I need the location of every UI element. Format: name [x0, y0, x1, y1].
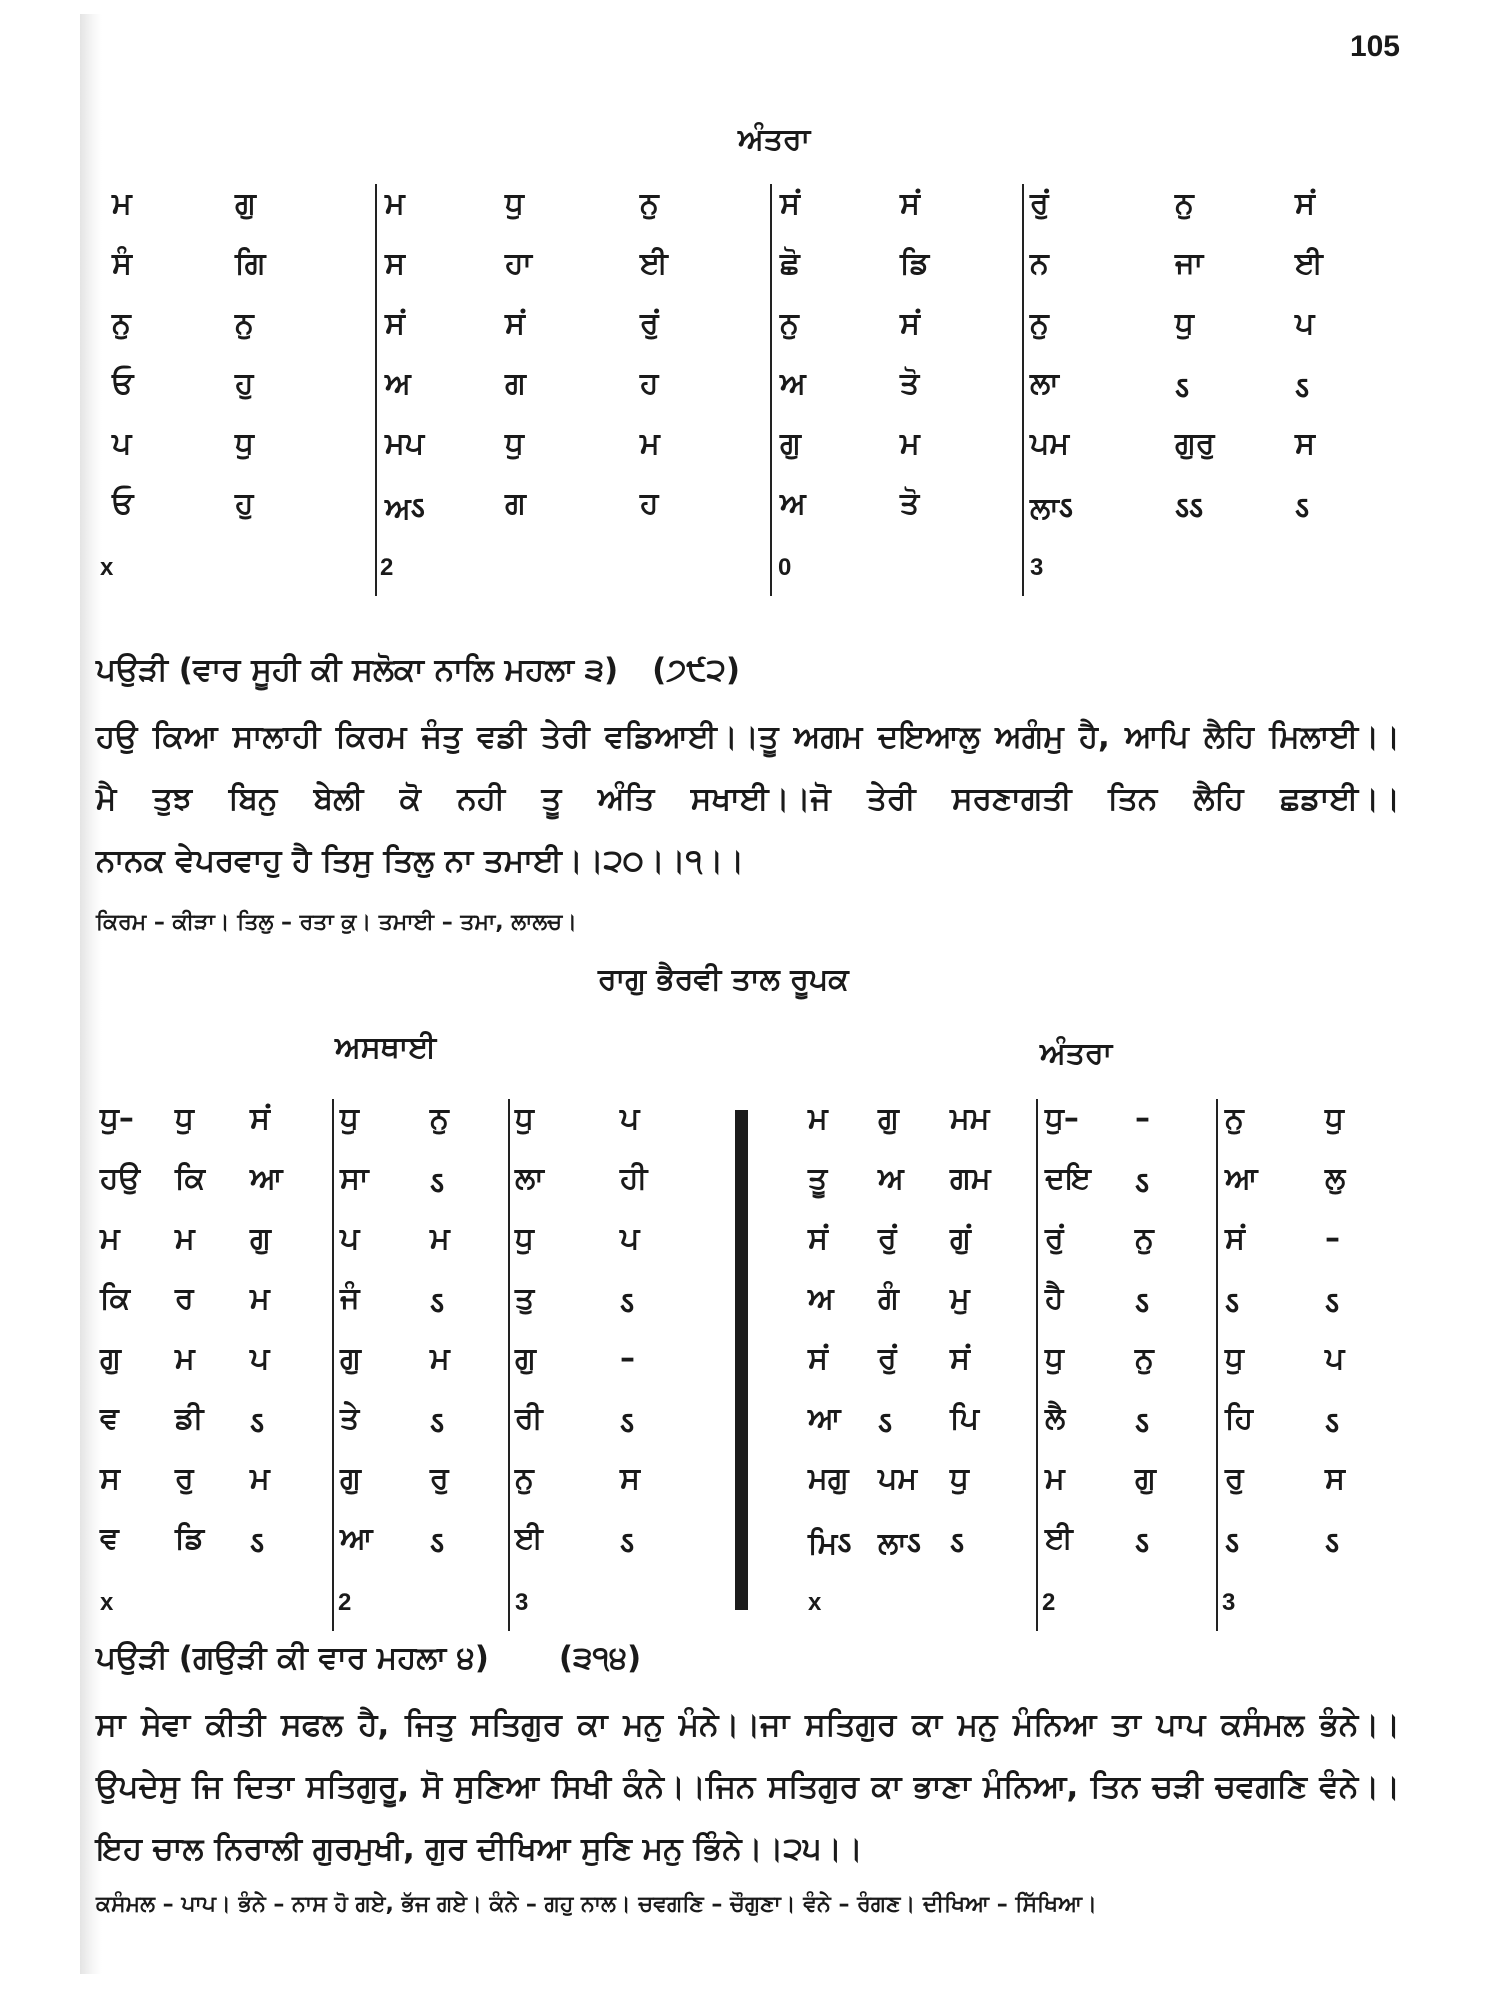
notation-cell: ਨੁ — [1030, 306, 1049, 341]
beat-marker: x — [100, 554, 114, 581]
notation-cell: ਸਂ — [900, 186, 920, 221]
notation-cell: ਸਂ — [385, 306, 405, 341]
notation-cell: ऽ — [1135, 1526, 1150, 1561]
notation-cell: ਨੁ — [515, 1461, 534, 1496]
pauri-2-title: ਪਉੜੀ (ਗਉੜੀ ਕੀ ਵਾਰ ਮਹਲਾ ੪) — [96, 1640, 489, 1676]
notation-cell: ਧੁ — [175, 1101, 194, 1136]
notation-cell: ऽ — [1325, 1526, 1340, 1561]
notation-cell: ਹੀ — [620, 1161, 648, 1196]
notation-cell: ਜਾ — [1175, 246, 1204, 281]
notation-cell: ਮ — [175, 1341, 195, 1376]
notation-cell: ਸਂ — [505, 306, 525, 341]
notation-cell: ऽ — [950, 1526, 965, 1561]
notation-cell: ਮ — [640, 426, 660, 461]
beat-marker: 2 — [338, 1589, 352, 1616]
notation-cell: ਨੁ — [1225, 1101, 1244, 1136]
pauri-2-text — [96, 1694, 1400, 1880]
notation-cell: ਗੁ — [235, 186, 256, 221]
notation-cell: ਮੁ — [950, 1281, 970, 1316]
notation-cell: ਆ — [250, 1161, 283, 1196]
notation-cell: ਲਾऽ — [1030, 491, 1073, 526]
pauri-1-line: ਨਾਨਕ ਵੇਪਰਵਾਹੁ ਹੈ ਤਿਸੁ ਤਿਲੁ ਨਾ ਤਮਾਈ।।੨੦।।੧।। — [96, 843, 745, 879]
notation-cell: ਧੁ — [505, 186, 524, 221]
notation-cell: ਮ — [430, 1221, 450, 1256]
notation-cell: ਨ — [1030, 246, 1049, 281]
notation-cell: – — [1135, 1101, 1150, 1136]
notation-cell: ਗੁ — [1135, 1461, 1156, 1496]
notation-cell: ऽ — [620, 1406, 635, 1441]
notation-row — [0, 1155, 1500, 1215]
notation-cell: ਅ — [780, 366, 806, 401]
notation-cell: ਗਿ — [235, 246, 266, 281]
pauri-2-title-line — [96, 1640, 641, 1677]
notation-cell: ਮ — [175, 1221, 195, 1256]
notation-cell: ऽ — [1175, 371, 1190, 406]
notation-cell: ਰ — [175, 1281, 194, 1316]
notation-cell: ਪ — [250, 1341, 270, 1376]
notation-cell: ਧੁ– — [1045, 1101, 1079, 1136]
notation-cell: ਪਮ — [878, 1461, 918, 1496]
notation-cell: ऽ — [1135, 1406, 1150, 1441]
notation-cell: ਤੋ — [900, 486, 920, 521]
notation-row — [0, 180, 1500, 240]
notation-cell: ਮ — [1045, 1461, 1065, 1496]
beat-marker: x — [808, 1589, 822, 1616]
notation-cell: ऽऽ — [1175, 491, 1204, 526]
notation-cell: ਪ — [340, 1221, 360, 1256]
notation-cell: ਪ — [620, 1101, 640, 1136]
notation-cell: ਵ — [100, 1521, 119, 1556]
notation-cell: ਈ — [640, 246, 668, 281]
notation-cell: ਲਾ — [1030, 366, 1059, 401]
notation-cell: ऽ — [1225, 1526, 1240, 1561]
notation-cell: ਮ — [430, 1341, 450, 1376]
notation-cell: ਸਂ — [780, 186, 800, 221]
notation-cell: ਨੁ — [1135, 1221, 1154, 1256]
notation-cell: ਸਂ — [950, 1341, 970, 1376]
beat-marker: x — [100, 1589, 114, 1616]
notation-cell: ਰੁਂ — [1045, 1221, 1064, 1256]
notation-cell: ਮ — [900, 426, 920, 461]
notation-cell: ऽ — [430, 1166, 445, 1201]
notation-cell: ਹੁ — [235, 366, 254, 401]
notation-cell: ऽ — [620, 1286, 635, 1321]
notation-cell: ਡਿ — [900, 246, 930, 281]
notation-cell: ਗੁਂ — [950, 1221, 971, 1256]
notation-cell: ਜੰ — [340, 1281, 360, 1316]
notation-cell: ਲਾऽ — [878, 1526, 921, 1561]
notation-cell: ਧੁ — [505, 426, 524, 461]
notation-cell: ਵ — [100, 1401, 119, 1436]
notation-cell: ਸ — [385, 246, 405, 281]
beat-marker-row — [0, 1575, 1500, 1635]
notation-cell: ਆ — [1225, 1161, 1258, 1196]
notation-cell: ਡੀ — [175, 1401, 204, 1436]
notation-cell: ਗ — [505, 486, 526, 521]
notation-cell: ਹੈ — [1045, 1281, 1064, 1316]
notation-cell: ਰੁ — [430, 1461, 449, 1496]
notation-cell: ਸਂ — [808, 1221, 828, 1256]
pauri-1-line: ਮੈ ਤੁਝ ਬਿਨੁ ਬੇਲੀ ਕੋ ਨਹੀ ਤੂ ਅੰਤਿ ਸਖਾਈ।।ਜੋ ਤੇਰੀ ਸਰਣਾਗਤੀ ਤਿਨ ਲੈਹਿ ਛਡਾਈ।। — [96, 781, 1400, 817]
notation-cell: ਤੁ — [515, 1281, 535, 1316]
notation-cell: ਗ — [505, 366, 526, 401]
notation-cell: ऽ — [1135, 1166, 1150, 1201]
notation-cell: ਧੁ — [515, 1221, 534, 1256]
notation-cell: ਨੁ — [780, 306, 799, 341]
raga-title: ਰਾਗੁ ਭੈਰਵੀ ਤਾਲ ਰੂਪਕ — [598, 962, 849, 997]
notation-cell: ਕਿ — [175, 1161, 206, 1196]
notation-cell: ਓ — [112, 366, 134, 401]
notation-cell: ਹਿ — [1225, 1401, 1254, 1436]
vibhag-divider-line — [375, 184, 377, 596]
notation-cell: ऽ — [1295, 491, 1310, 526]
notation-cell: ਧੁ — [950, 1461, 969, 1496]
notation-cell: ਡਿ — [175, 1521, 205, 1556]
pauri-2-ref: (੩੧੪) — [558, 1640, 642, 1676]
notation-cell: ਪਮ — [1030, 426, 1070, 461]
notation-row — [0, 1095, 1500, 1155]
notation-cell: ਪ — [1295, 306, 1315, 341]
notation-cell: ਮਿऽ — [808, 1526, 852, 1561]
notation-row — [0, 420, 1500, 480]
antra-heading-top: ਅੰਤਰਾ — [738, 122, 811, 157]
pauri-1-text — [96, 706, 1400, 892]
notation-cell: ਰੁ — [175, 1461, 194, 1496]
notation-cell: ਦਇ — [1045, 1161, 1091, 1196]
notation-cell: ਧੁ — [1325, 1101, 1344, 1136]
notation-cell: ਧੁ — [515, 1101, 534, 1136]
notation-cell: ਧੁ — [340, 1101, 359, 1136]
notation-cell: – — [1325, 1221, 1340, 1256]
notation-cell: ਲੁ — [1325, 1161, 1346, 1196]
notation-cell: ਗੁ — [100, 1341, 121, 1376]
notation-cell: ਮ — [250, 1461, 270, 1496]
notation-cell: ਗੁ — [340, 1341, 361, 1376]
notation-cell: ਅ — [878, 1161, 904, 1196]
notation-cell: ਅ — [808, 1281, 834, 1316]
notation-cell: ਗੁ — [780, 426, 801, 461]
notation-cell: ऽ — [1295, 371, 1310, 406]
notation-cell: ऽ — [250, 1526, 265, 1561]
notation-cell: ਲਾ — [515, 1161, 544, 1196]
notation-cell: ਮਪ — [385, 426, 425, 461]
notation-cell: ਨੁ — [430, 1101, 449, 1136]
pauri-1-line: ਹਉ ਕਿਆ ਸਾਲਾਹੀ ਕਿਰਮ ਜੰਤੁ ਵਡੀ ਤੇਰੀ ਵਡਿਆਈ।।ਤੂ ਅਗਮ ਦਇਆਲੁ ਅਗੰਮੁ ਹੈ, ਆਪਿ ਲੈਹਿ ਮਿਲਾਈ।। — [96, 719, 1400, 755]
notation-cell: ਰੁਂ — [640, 306, 659, 341]
notation-cell: ਆ — [808, 1401, 841, 1436]
notation-cell: ਹਾ — [505, 246, 532, 281]
notation-cell: ਮ — [250, 1281, 270, 1316]
notation-cell: ਹ — [640, 366, 659, 401]
notation-row — [0, 300, 1500, 360]
beat-marker: 3 — [1222, 1589, 1236, 1616]
notation-cell: ਗੁ — [340, 1461, 361, 1496]
notation-cell: ਰੁ — [1225, 1461, 1244, 1496]
notation-cell: ਸ — [100, 1461, 120, 1496]
notation-cell: ਅ — [780, 486, 806, 521]
notation-cell: ਈ — [1295, 246, 1323, 281]
notation-cell: ਸ — [1325, 1461, 1345, 1496]
notation-cell: ਗੁ — [250, 1221, 271, 1256]
notation-cell: ਸਂ — [1295, 186, 1315, 221]
notation-cell: ऽ — [430, 1286, 445, 1321]
notation-cell: ਨੁ — [1135, 1341, 1154, 1376]
notation-cell: ऽ — [1325, 1286, 1340, 1321]
beat-marker-row — [0, 540, 1500, 600]
notation-cell: ऽ — [1325, 1406, 1340, 1441]
notation-cell: ਰੁਂ — [878, 1341, 897, 1376]
notation-cell: ਤੂ — [808, 1161, 828, 1196]
notation-cell: ਮ — [112, 186, 132, 221]
notation-cell: ਧੁ — [1045, 1341, 1064, 1376]
notation-cell: ਗਮ — [950, 1161, 991, 1196]
notation-cell: ਈ — [1045, 1521, 1073, 1556]
notation-cell: ਸੰ — [112, 246, 132, 281]
notation-row — [0, 1455, 1500, 1515]
vibhag-divider-line — [1022, 184, 1024, 596]
notation-cell: ਧੁ — [235, 426, 254, 461]
notation-row — [0, 1395, 1500, 1455]
pauri-1-title-line — [96, 652, 740, 689]
notation-cell: ਨੁ — [640, 186, 659, 221]
notation-row — [0, 1335, 1500, 1395]
beat-marker: 3 — [1030, 554, 1044, 581]
page-number: 105 — [1349, 30, 1400, 63]
notation-cell: ऽ — [430, 1406, 445, 1441]
notation-cell: ਰੁਂ — [878, 1221, 897, 1256]
notation-cell: ਪ — [112, 426, 132, 461]
notation-cell: ਅऽ — [385, 491, 425, 526]
notation-cell: ਗੰ — [878, 1281, 899, 1316]
notation-cell: ਰੀ — [515, 1401, 543, 1436]
notation-row — [0, 1215, 1500, 1275]
notation-cell: ऽ — [430, 1526, 445, 1561]
notation-cell: ਮ — [100, 1221, 120, 1256]
notation-cell: ਈ — [515, 1521, 543, 1556]
notation-cell: ਨੁ — [1175, 186, 1194, 221]
asthai-heading: ਅਸਥਾਈ — [335, 1030, 437, 1065]
notation-row — [0, 1275, 1500, 1335]
notation-cell: ਸਾ — [340, 1161, 369, 1196]
notation-cell: ਸਂ — [900, 306, 920, 341]
notation-cell: ਮ — [385, 186, 405, 221]
notation-cell: ਧੁ — [1175, 306, 1194, 341]
pauri-2-line: ਉਪਦੇਸੁ ਜਿ ਦਿਤਾ ਸਤਿਗੁਰੂ, ਸੋ ਸੁਣਿਆ ਸਿਖੀ ਕੰਨੇ।।ਜਿਨ ਸਤਿਗੁਰ ਕਾ ਭਾਣਾ ਮੰਨਿਆ, ਤਿਨ ਚੜੀ ਚਵਗਣਿ ਵੰਨੇ।। — [96, 1769, 1400, 1805]
beat-marker: 3 — [515, 1589, 529, 1616]
notation-cell: ਮਗੁ — [808, 1461, 849, 1496]
notation-cell: ਛੋ — [780, 246, 800, 281]
notation-row — [0, 1515, 1500, 1575]
notation-cell: ਸਂ — [808, 1341, 828, 1376]
notation-cell: ਗੁ — [515, 1341, 536, 1376]
pauri-2-line: ਇਹ ਚਾਲ ਨਿਰਾਲੀ ਗੁਰਮੁਖੀ, ਗੁਰ ਦੀਖਿਆ ਸੁਣਿ ਮਨੁ ਭਿੰਨੇ।।੨੫।। — [96, 1831, 863, 1867]
notation-cell: ਹੁ — [235, 486, 254, 521]
notation-cell: ਲੈ — [1045, 1401, 1066, 1436]
pauri-2-line: ਸਾ ਸੇਵਾ ਕੀਤੀ ਸਫਲ ਹੈ, ਜਿਤੁ ਸਤਿਗੁਰ ਕਾ ਮਨੁ ਮੰਨੇ।।ਜਾ ਸਤਿਗੁਰ ਕਾ ਮਨੁ ਮੰਨਿਆ ਤਾ ਪਾਪ ਕਸੰਮਲ ਭੰਨੇ।। — [96, 1707, 1400, 1743]
pauri-1-ref: (੭੯੨) — [652, 652, 741, 688]
notation-cell: ਸ — [1295, 426, 1315, 461]
notation-row — [0, 360, 1500, 420]
notation-cell: ऽ — [1225, 1286, 1240, 1321]
notation-cell: ਓ — [112, 486, 134, 521]
notation-row — [0, 240, 1500, 300]
notation-cell: ਆ — [340, 1521, 373, 1556]
notation-cell: ਸ — [620, 1461, 640, 1496]
notation-cell: ਹ — [640, 486, 659, 521]
notation-cell: ਮਮ — [950, 1101, 990, 1136]
notation-cell: ऽ — [620, 1526, 635, 1561]
notation-cell: ਅ — [385, 366, 411, 401]
notation-cell: ਕਿ — [100, 1281, 131, 1316]
notation-cell: ਨੁ — [235, 306, 254, 341]
beat-marker: 0 — [778, 554, 792, 581]
notation-cell: ਧੁ– — [100, 1101, 134, 1136]
notation-cell: ਪ — [620, 1221, 640, 1256]
beat-marker: 2 — [1042, 1589, 1056, 1616]
notation-cell: ਗੁਰੁ — [1175, 426, 1215, 461]
notation-row — [0, 480, 1500, 540]
vibhag-divider-line — [1036, 1099, 1038, 1631]
notation-cell: ਤੇ — [340, 1401, 360, 1436]
notation-cell: ਨੁ — [112, 306, 131, 341]
vibhag-divider-line — [770, 184, 772, 596]
notation-cell: ऽ — [250, 1406, 265, 1441]
notation-cell: ਮ — [808, 1101, 828, 1136]
notation-cell: ਪਿ — [950, 1401, 980, 1436]
notation-cell: ऽ — [1135, 1286, 1150, 1321]
notation-cell: ਹਉ — [100, 1161, 141, 1196]
antra-notation-grid-2 — [0, 1095, 1500, 1635]
pauri-1-title: ਪਉੜੀ (ਵਾਰ ਸੂਹੀ ਕੀ ਸਲੋਕਾ ਨਾਲਿ ਮਹਲਾ ੩) — [96, 652, 619, 688]
antra-notation-grid-top — [0, 180, 1500, 600]
pauri-1-gloss: ਕਿਰਮ – ਕੀੜਾ। ਤਿਲੁ – ਰਤਾ ਕੁ। ਤਮਾਈ – ਤਮਾ, ਲਾਲਚ। — [96, 910, 577, 935]
vibhag-divider-line — [1216, 1099, 1218, 1631]
notation-cell: ਪ — [1325, 1341, 1345, 1376]
notation-cell: ਤੋ — [900, 366, 920, 401]
beat-marker: 2 — [380, 554, 394, 581]
notation-cell: ਸਂ — [250, 1101, 270, 1136]
antra-heading-2: ਅੰਤਰਾ — [1040, 1036, 1113, 1071]
notation-cell: ਧੁ — [1225, 1341, 1244, 1376]
notation-cell: – — [620, 1341, 635, 1376]
notation-cell: ਸਂ — [1225, 1221, 1245, 1256]
notation-cell: ऽ — [878, 1406, 893, 1441]
notation-cell: ਰੁਂ — [1030, 186, 1049, 221]
notation-cell: ਗੁ — [878, 1101, 899, 1136]
pauri-2-gloss: ਕਸੰਮਲ – ਪਾਪ। ਭੰਨੇ – ਨਾਸ ਹੋ ਗਏ, ਭੱਜ ਗਏ। ਕੰਨੇ – ਗਹੁ ਨਾਲ। ਚਵਗਣਿ – ਚੌਗੁਣਾ। ਵੰਨੇ – ਰੰਗਣ। ਦੀਖਿਆ – ਸਿੱਖਿਆ। — [96, 1892, 1097, 1917]
